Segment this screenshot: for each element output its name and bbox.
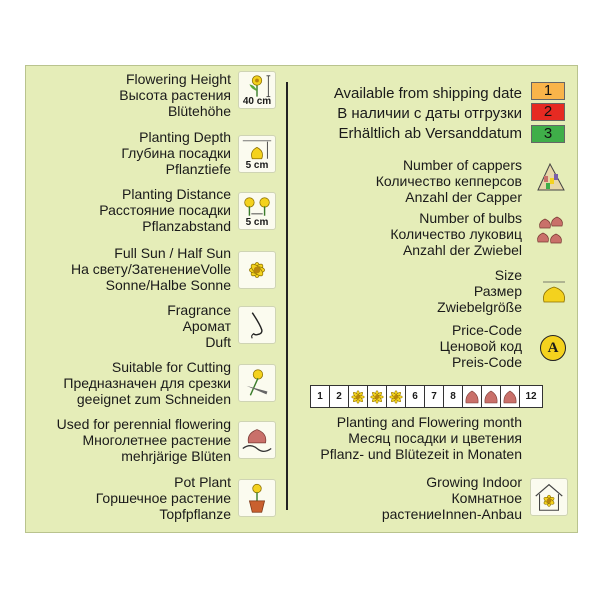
legend-text-months: Planting and Flowering month Месяц посадки и цветения Pflanz- und Blütezeit in Monaten: [320, 414, 522, 462]
nose-icon: [238, 306, 276, 344]
legend-text-cappers: Number of cappers Количество кепперсов Anzahl der Capper: [375, 157, 522, 205]
month-cell: 6: [406, 386, 425, 407]
flower-height-caption: 40 cm: [242, 96, 272, 107]
perennial-bulb-icon: [238, 421, 276, 459]
legend-text-indoor: Growing Indoor Комнатное растениеInnen-Anbau: [381, 474, 522, 522]
price-code-letter: A: [547, 339, 559, 356]
month-cell: 7: [425, 386, 444, 407]
month-cell-bulb-icon: [501, 386, 520, 407]
cut-flower-icon: [238, 364, 276, 402]
month-cell-flower-icon: [387, 386, 406, 407]
pot-plant-icon: [238, 479, 276, 517]
month-cell: 8: [444, 386, 463, 407]
availability-badge-2: 2: [531, 103, 565, 121]
bulb-depth-icon: [238, 135, 276, 173]
legend-text-perennial: Used for perennial flowering Многолетнее растение mehrjärige Blüten: [56, 416, 231, 464]
bulb-size-icon: [535, 276, 573, 314]
legend-text-pot-plant: Pot Plant Горшечное растение Topfpflanze: [95, 474, 231, 522]
legend-text-price-code: Price-Code Ценовой код Preis-Code: [439, 322, 522, 370]
legend-text-availability: Available from shipping date В наличии с даты отгрузки Erhältlich ab Versanddatum: [333, 85, 522, 142]
legend-text-sun: Full Sun / Half Sun На свету/ЗатенениеVolle Sonne/Halbe Sonne: [70, 245, 231, 293]
legend-text-flowering-height: Flowering Height Высота растения Blütehöhe: [119, 71, 231, 119]
month-cell-flower-icon: [349, 386, 368, 407]
month-cell-bulb-icon: [463, 386, 482, 407]
bulb-depth-caption: 5 cm: [245, 160, 269, 171]
month-cell: 1: [311, 386, 330, 407]
legend-text-fragrance: Fragrance Аромат Duft: [167, 302, 231, 350]
price-code-icon: [540, 335, 566, 361]
month-cell: 2: [330, 386, 349, 407]
legend-text-bulbs: Number of bulbs Количество луковиц Anzahl der Zwiebel: [390, 210, 522, 258]
flower-distance-icon: [238, 192, 276, 230]
bulbs-icon: [532, 212, 570, 250]
legend-text-cutting: Suitable for Cutting Предназначен для срезки geeignet zum Schneiden: [63, 359, 231, 407]
month-cell-bulb-icon: [482, 386, 501, 407]
legend-text-planting-depth: Planting Depth Глубина посадки Pflanztiefe: [121, 129, 231, 177]
month-cell: 12: [525, 391, 537, 402]
house-flower-icon: [530, 478, 568, 516]
sun-flower-icon: [238, 251, 276, 289]
legend-text-planting-distance: Planting Distance Расстояние посадки Pflanzabstand: [99, 186, 231, 234]
flower-height-icon: [238, 71, 276, 109]
availability-badge-3: 3: [531, 125, 565, 143]
flower-distance-caption: 5 cm: [245, 217, 269, 228]
month-cell-flower-icon: [368, 386, 387, 407]
month-strip: [310, 385, 543, 408]
legend-text-size: Size Размер Zwiebelgröße: [437, 267, 522, 315]
column-divider: [286, 82, 288, 510]
availability-badge-1: 1: [531, 82, 565, 100]
capper-icon: [532, 158, 570, 196]
